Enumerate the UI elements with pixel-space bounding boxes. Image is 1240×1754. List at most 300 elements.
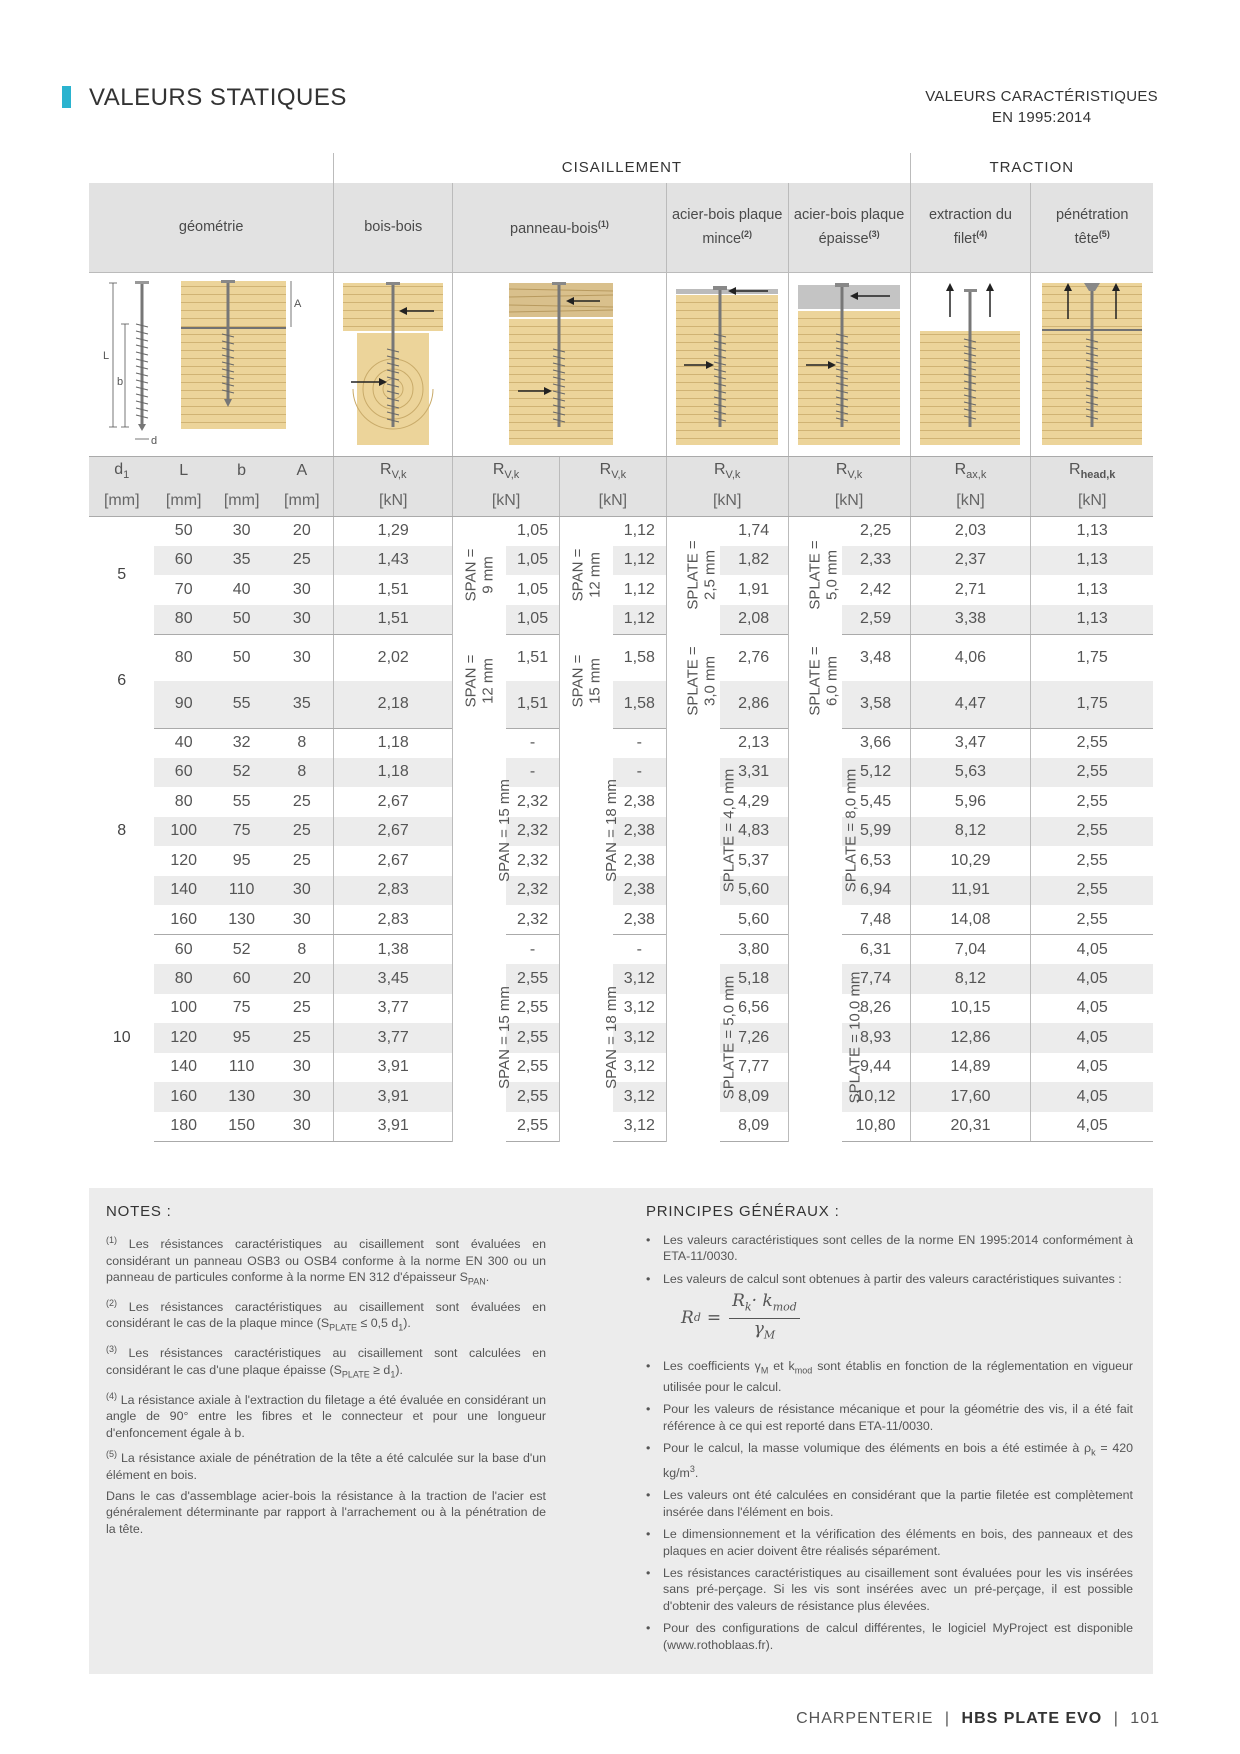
cell-rvk: 3,80 (738, 940, 770, 958)
cell-A: 8 (297, 940, 307, 958)
cell-b: 35 (213, 546, 270, 576)
cell-rvk: 10,80 (842, 1112, 911, 1142)
unit-epaisse: [kN] (788, 486, 910, 516)
cell-L: 120 (170, 851, 198, 869)
sym-rvk-bois: $R_{V,k}$ (334, 456, 453, 486)
note-1: $^{(1)}$ Les résistances caractéristiques au cisaillement sont évaluées en considérant un panneau OSB3 ou OSB4 conforme à la norme EN 300 ou un panneau de particules conforme à la norme EN 312 d'épaisseur $S_{PAN}$. (106, 1235, 547, 1287)
cell-rheadk: 1,13 (1031, 605, 1153, 635)
cell-rvk: 1,51 (516, 648, 549, 666)
cell-rvk-bois: 2,83 (334, 905, 453, 935)
principle-5: • Pour le calcul, la masse volumique des éléments en bois a été estimée à $\rho_k = 420$ $kg/m^3$. (646, 1440, 1133, 1481)
cell-rvk: 1,05 (506, 605, 559, 635)
cell-rvk: 5,60 (720, 905, 789, 935)
span-label: SPAN = 18 mm (602, 985, 620, 1089)
cell-A: 25 (270, 1023, 333, 1053)
note-5: $^{(5)}$ La résistance axiale de pénétration de la tête a été calculée sur la base d'un élément en bois. (106, 1448, 546, 1482)
cell-L: 100 (154, 817, 212, 847)
cell-rvk: 10,12 (842, 1082, 911, 1112)
principle-3: • Les coefficients $\gamma_M$ et $k_{mod}$ sont établis en fonction de la réglementation en vigueur utilisée pour le calcul. (646, 1358, 1133, 1395)
cell-rvk: 1,12 (613, 546, 666, 576)
diagram-row (89, 272, 1153, 456)
cell-A: 25 (292, 851, 311, 869)
cell-rvk-bois: 2,67 (334, 846, 453, 876)
table-row (89, 605, 1153, 635)
cell-rvk: 5,60 (720, 876, 789, 906)
notes-title: NOTES : (106, 1203, 172, 1220)
cell-rvk: 4,83 (720, 817, 789, 847)
cell-rvk: 3,31 (720, 758, 789, 788)
cell-rvk: 2,38 (613, 905, 666, 935)
cell-A: 30 (270, 605, 333, 635)
span-label: SPLATE = 3,0 mm (684, 645, 719, 716)
principle-8: • Les résistances caractéristiques au cisaillement sont évaluées pour les vis insérées sans pré-perçage. Si les vis sont insérées avec un pré-perçage, il est possible d'obtenir des valeurs de résistance plus élevées. (646, 1565, 1133, 1614)
cell-rvk: 1,58 (623, 648, 655, 666)
cell-b: 75 (232, 999, 251, 1017)
principle-9: • Pour des configurations de calcul différentes, le logiciel MyProject est disponible (www.rothoblaas.fr). (646, 1620, 1133, 1653)
cell-raxk: 11,91 (910, 876, 1031, 906)
cell-rheadk: 2,55 (1031, 905, 1153, 935)
cell-rheadk: 2,55 (1031, 758, 1153, 788)
cell-rvk: 1,05 (516, 580, 549, 598)
span-cell (788, 935, 864, 1142)
cell-raxk: 8,12 (910, 964, 1031, 994)
span-label: SPLATE = 2,5 mm (684, 540, 719, 610)
cell-rvk: 1,12 (613, 605, 666, 635)
span-cell (666, 516, 719, 634)
cell-raxk: 5,96 (910, 787, 1031, 817)
cell-rvk: 3,12 (613, 964, 666, 994)
cell-rvk: 3,12 (613, 1112, 666, 1142)
span-label: SPAN = 12 mm (462, 654, 497, 707)
cell-A: 25 (292, 792, 311, 810)
cell-raxk: 5,63 (910, 758, 1031, 788)
table-row (89, 1053, 1153, 1083)
cell-raxk: 3,47 (910, 728, 1031, 758)
span-label: SPLATE = 5,0 mm (720, 975, 738, 1100)
cell-L: 80 (174, 792, 193, 810)
cell-rvk: - (613, 758, 666, 788)
table-body (89, 516, 1153, 1141)
design-formula: R d = $\frac{R_k\cdot k_{mod}}{\gamma_M}$ (681, 1293, 1133, 1344)
header-subtitle-line1: VALEURS CARACTÉRISTIQUES (925, 88, 1158, 105)
cell-rheadk: 1,13 (1031, 546, 1153, 576)
cell-b: 60 (213, 964, 270, 994)
table-row (89, 1112, 1153, 1142)
cell-rvk-bois: 1,38 (334, 935, 453, 965)
unit-mince: [kN] (666, 486, 788, 516)
cell-rvk: 2,55 (506, 1112, 559, 1142)
cell-rvk: 2,32 (506, 876, 559, 906)
table-row (89, 546, 1153, 576)
principle-4: • Pour les valeurs de résistance mécanique et pour la géométrie des vis, il a été fait référence à ce qui est reporté dans ETA-11/0030. (646, 1401, 1133, 1434)
cell-rvk: 3,12 (623, 999, 655, 1017)
table-row (89, 634, 1153, 681)
diagram-acier-mince (666, 272, 788, 456)
cell-L: 160 (154, 1082, 212, 1112)
cell-A: 25 (292, 999, 311, 1017)
cell-rvk: 5,37 (738, 851, 770, 869)
cell-raxk: 2,03 (910, 516, 1031, 546)
span-cell (788, 516, 841, 634)
cell-b: 110 (213, 876, 270, 906)
diagram-geometry (89, 272, 334, 456)
cell-rvk-bois: 2,67 (334, 787, 453, 817)
cell-rheadk: 4,05 (1031, 994, 1153, 1024)
cell-rvk-bois: 1,18 (334, 758, 453, 788)
cell-b: 95 (213, 1023, 270, 1053)
diameter-cell: 5 (117, 566, 127, 584)
cell-rheadk: 4,05 (1031, 1082, 1153, 1112)
table-row (89, 846, 1153, 876)
cell-raxk: 7,04 (910, 935, 1031, 965)
cell-rvk: - (529, 940, 536, 958)
cell-L: 70 (174, 580, 193, 598)
col-acier-mince: acier-bois plaque mince$^{(2)}$ (666, 182, 788, 272)
principles-title: PRINCIPES GÉNÉRAUX : (646, 1203, 840, 1220)
cell-rheadk: 1,75 (1031, 681, 1153, 728)
cell-L: 80 (154, 964, 212, 994)
cell-b: 95 (232, 851, 251, 869)
span-label: SPAN = 15 mm (496, 779, 514, 883)
cell-raxk: 8,12 (910, 817, 1031, 847)
cell-rvk: 2,33 (842, 546, 911, 576)
cell-rvk: 1,05 (516, 522, 549, 539)
diagram-extraction (910, 272, 1031, 456)
svg-text:A: A (294, 298, 302, 310)
table-row (89, 681, 1153, 728)
cell-rvk: 3,12 (613, 1082, 666, 1112)
cell-rvk: 6,94 (842, 876, 911, 906)
cell-rvk: 2,38 (613, 876, 666, 906)
cell-b: 75 (213, 817, 270, 847)
page-footer (796, 1710, 1160, 1728)
span-cell (788, 728, 859, 935)
table-row (89, 1082, 1153, 1112)
cell-raxk: 10,29 (910, 846, 1031, 876)
cell-rvk: 2,55 (506, 1082, 559, 1112)
sym-L: L (154, 456, 212, 486)
cell-rvk-bois: 1,51 (334, 575, 453, 605)
cell-b: 50 (213, 605, 270, 635)
diameter-cell: 6 (117, 672, 127, 689)
cell-rvk: 3,12 (623, 1058, 655, 1076)
table-row (89, 1023, 1153, 1053)
cell-rvk: 2,32 (506, 817, 559, 847)
principle-1: • Les valeurs caractéristiques sont celles de la norme EN 1995:2014 conformément à ETA-11/0030. (646, 1232, 1133, 1265)
cell-b: 40 (232, 580, 251, 598)
cell-rvk: 7,74 (842, 964, 911, 994)
static-values-table (89, 153, 1153, 1142)
table-row (89, 994, 1153, 1024)
span-label: SPLATE = 6,0 mm (806, 645, 841, 716)
cell-b: 30 (232, 522, 251, 539)
cell-rheadk: 1,13 (1031, 516, 1153, 546)
span-cell (666, 935, 738, 1142)
span-cell (453, 728, 514, 935)
cell-rvk-bois: 1,29 (334, 516, 453, 546)
span-label: SPLATE = 5,0 mm (806, 540, 841, 610)
sym-A: A (270, 456, 333, 486)
cell-rvk: 2,38 (623, 792, 655, 810)
cell-A: 35 (270, 681, 333, 728)
cell-L: 100 (170, 999, 198, 1017)
cell-rvk: 1,58 (613, 681, 666, 728)
span-label: SPAN = 15 mm (496, 985, 514, 1089)
cell-rvk: 8,09 (720, 1082, 789, 1112)
symbol-row (89, 456, 1153, 486)
page-title: VALEURS STATIQUES (89, 84, 347, 111)
diameter-cell: 8 (117, 822, 127, 840)
cell-rvk: 1,12 (623, 522, 655, 539)
cell-A: 30 (292, 648, 311, 666)
cell-rheadk: 2,55 (1031, 846, 1153, 876)
cell-rvk: 7,48 (842, 905, 911, 935)
cell-L: 80 (154, 605, 212, 635)
svg-text:b: b (117, 376, 124, 388)
cell-rheadk: 4,05 (1031, 1053, 1153, 1083)
cell-rvk-bois: 1,51 (334, 605, 453, 635)
cell-rheadk: 4,05 (1031, 964, 1153, 994)
cell-b: 130 (213, 1082, 270, 1112)
cell-rheadk: 2,55 (1031, 876, 1153, 906)
span-cell (559, 516, 612, 634)
span-cell (666, 634, 719, 728)
cell-L: 140 (170, 1058, 198, 1076)
footer-product: HBS PLATE EVO (961, 1710, 1103, 1727)
col-geometry: géométrie (89, 182, 334, 272)
span-cell (666, 728, 738, 935)
cell-rvk: - (529, 734, 536, 751)
cell-rvk-bois: 1,18 (334, 728, 453, 758)
cell-rvk-bois: 3,91 (334, 1112, 453, 1142)
span-label: SPAN = 15 mm (569, 654, 604, 707)
cell-A: 30 (292, 580, 311, 598)
cell-rvk-bois: 2,83 (334, 876, 453, 906)
cell-rvk: 2,42 (859, 580, 892, 598)
cell-L: 80 (174, 648, 193, 666)
cell-A: 30 (292, 1058, 311, 1076)
sym-rvk-epaisse: $R_{V,k}$ (788, 456, 910, 486)
cell-rvk-bois: 3,45 (334, 964, 453, 994)
cell-rvk: 1,91 (738, 580, 770, 598)
table-row (89, 935, 1153, 965)
header-subtitle (925, 86, 1158, 128)
span-label: SPLATE = 4,0 mm (720, 768, 738, 893)
cell-raxk: 4,06 (910, 634, 1031, 681)
cell-b: 32 (232, 734, 251, 751)
cell-L: 60 (154, 758, 212, 788)
cell-b: 110 (228, 1058, 255, 1076)
note-3: $^{(3)}$ Les résistances caractéristiques au cisaillement sont calculées en considérant le cas d'une plaque épaisse $(S_{PLATE} \ge d_1)$. (106, 1344, 546, 1380)
section-accent-bar (62, 86, 71, 108)
cell-rheadk: 4,05 (1031, 1112, 1153, 1142)
cell-rvk-bois: 1,43 (334, 546, 453, 576)
cell-rvk: 2,55 (516, 999, 549, 1017)
sym-b: b (213, 456, 270, 486)
cell-rvk: 1,74 (738, 522, 770, 539)
span-cell (559, 728, 620, 935)
cell-L: 60 (174, 940, 193, 958)
cell-rvk: 8,26 (859, 999, 892, 1017)
cell-raxk: 2,37 (910, 546, 1031, 576)
unit-d1: [mm] (89, 486, 154, 516)
cell-rvk: - (636, 940, 642, 958)
sym-rvk-mince: $R_{V,k}$ (666, 456, 788, 486)
cell-rvk: 3,66 (859, 734, 892, 751)
principle-6: • Les valeurs ont été calculées en considérant que la partie filetée est complètement insérée dans l'élément en bois. (646, 1487, 1133, 1520)
cell-rheadk: 1,75 (1031, 634, 1153, 681)
cell-rheadk: 4,05 (1031, 1023, 1153, 1053)
cell-rvk: 4,29 (738, 792, 770, 810)
header-subtitle-line2: EN 1995:2014 (991, 109, 1092, 126)
cell-rvk: 1,82 (720, 546, 789, 576)
diagram-bois-bois (334, 272, 453, 456)
cell-rvk: 5,18 (720, 964, 789, 994)
unit-rhead: [kN] (1031, 486, 1153, 516)
cell-rvk-bois: 3,77 (334, 994, 453, 1024)
cell-rheadk: 2,55 (1031, 817, 1153, 847)
col-panneau-bois: panneau-bois$^{(1)}$ (453, 182, 667, 272)
cell-L: 120 (154, 1023, 212, 1053)
table-row (89, 964, 1153, 994)
note-6: Dans le cas d'assemblage acier-bois la résistance à la traction de l'acier est généralement déterminante par rapport à l'arrachement ou à la pénétration de la tête. (106, 1488, 546, 1536)
sym-rvk-pan1: $R_{V,k}$ (453, 456, 560, 486)
column-label-row (89, 182, 1153, 272)
cell-rvk-bois: 2,18 (334, 681, 453, 728)
cell-rvk: 7,26 (720, 1023, 789, 1053)
col-acier-epaisse: acier-bois plaque épaisse$^{(3)}$ (788, 182, 910, 272)
unit-L: [mm] (154, 486, 212, 516)
cell-raxk: 12,86 (910, 1023, 1031, 1053)
cell-rvk: 8,09 (720, 1112, 789, 1142)
cell-rvk: 3,58 (842, 681, 911, 728)
cell-b: 55 (232, 792, 251, 810)
cell-rvk: 1,05 (506, 546, 559, 576)
span-cell (559, 935, 620, 1142)
unit-row (89, 486, 1153, 516)
cell-rvk: 5,99 (842, 817, 911, 847)
cell-b: 50 (232, 648, 251, 666)
cell-rvk: 2,13 (738, 734, 770, 751)
cell-b: 52 (232, 940, 251, 958)
cell-rvk: 2,32 (516, 851, 549, 869)
cell-rvk: - (506, 758, 559, 788)
cell-A: 30 (270, 876, 333, 906)
cell-rvk: 2,32 (506, 905, 559, 935)
note-4: $^{(4)}$ La résistance axiale à l'extraction du filetage a été évaluée en considérant un angle de 90° entre les fibres et le connecteur et pour une longueur d'enfoncement égale à b. (106, 1390, 547, 1440)
notes-column (106, 1232, 546, 1542)
cell-rvk: 2,59 (842, 605, 911, 635)
cell-b: 55 (213, 681, 270, 728)
table-row (89, 516, 1153, 546)
cell-rvk: 2,76 (738, 648, 770, 666)
cell-A: 30 (270, 905, 333, 935)
span-cell (559, 634, 612, 728)
cell-rvk-bois: 3,77 (334, 1023, 453, 1053)
table-row (89, 905, 1153, 935)
cell-rvk: 2,08 (720, 605, 789, 635)
unit-pan1: [kN] (453, 486, 560, 516)
span-label: SPLATE = 8,0 mm (841, 768, 859, 893)
cell-rvk-bois: 2,02 (334, 634, 453, 681)
cell-rvk: 2,86 (720, 681, 789, 728)
cell-rvk: 7,77 (738, 1058, 770, 1076)
cell-rvk: 2,32 (516, 792, 549, 810)
cell-rvk: 2,25 (859, 522, 892, 539)
diagram-panneau-bois (453, 272, 667, 456)
cell-rvk-bois: 2,67 (334, 817, 453, 847)
table-row (89, 876, 1153, 906)
sym-rheadk: $R_{head,k}$ (1031, 456, 1153, 486)
page-number: 101 (1130, 1710, 1160, 1727)
cell-L: 50 (174, 522, 193, 539)
cell-rvk: 3,12 (613, 1023, 666, 1053)
cell-L: 60 (154, 546, 212, 576)
cell-L: 40 (174, 734, 193, 751)
cell-L: 140 (154, 876, 212, 906)
cell-rvk: - (636, 734, 642, 751)
cell-raxk: 3,38 (910, 605, 1031, 635)
note-2: $^{(2)}$ Les résistances caractéristiques au cisaillement sont évaluées en considérant le cas de la plaque mince ($S_{PLATE} \le 0,5$ $d_1$). (106, 1297, 547, 1333)
cell-rvk: 3,48 (859, 648, 892, 666)
cell-raxk: 2,71 (910, 575, 1031, 605)
cell-L: 160 (154, 905, 212, 935)
span-cell (453, 935, 514, 1142)
cell-raxk: 14,08 (910, 905, 1031, 935)
col-extraction: extraction du filet$^{(4)}$ (910, 182, 1031, 272)
svg-text:d: d (151, 435, 158, 447)
diagram-acier-epaisse (788, 272, 910, 456)
span-cell (453, 516, 506, 634)
cell-b: 130 (213, 905, 270, 935)
cell-rvk: 2,55 (516, 1058, 549, 1076)
cell-rvk-bois: 3,91 (334, 1053, 453, 1083)
sym-raxk: $R_{ax,k}$ (910, 456, 1031, 486)
col-penetration: pénétration tête$^{(5)}$ (1031, 182, 1153, 272)
table-row (89, 817, 1153, 847)
table-row (89, 728, 1153, 758)
cell-b: 150 (213, 1112, 270, 1142)
cell-A: 8 (270, 758, 333, 788)
span-cell (788, 634, 841, 728)
diameter-cell: 10 (112, 1028, 131, 1046)
cell-rvk: 5,45 (859, 792, 892, 810)
svg-text:L: L (103, 350, 110, 362)
group-traction: TRACTION (910, 153, 1153, 182)
principles-column (646, 1232, 1133, 1659)
diagram-penetration (1031, 272, 1153, 456)
notes-panel (89, 1188, 1153, 1674)
footer-sep: | (944, 1710, 951, 1727)
cell-b: 52 (213, 758, 270, 788)
col-bois-bois: bois-bois (334, 182, 453, 272)
cell-A: 20 (292, 522, 311, 539)
cell-rvk: 6,31 (859, 940, 892, 958)
principle-2: • Les valeurs de calcul sont obtenues à partir des valeurs caractéristiques suivantes : R d = $\frac{R_k\cdot k_{mod}}{\gamma_M}$ (646, 1271, 1133, 1344)
cell-A: 25 (270, 546, 333, 576)
cell-rvk: 5,12 (842, 758, 911, 788)
group-header-row (89, 153, 1153, 182)
cell-A: 20 (270, 964, 333, 994)
cell-raxk: 10,15 (910, 994, 1031, 1024)
cell-rvk: 9,44 (859, 1058, 892, 1076)
cell-rvk: 2,38 (623, 851, 655, 869)
cell-raxk: 4,47 (910, 681, 1031, 728)
unit-A: [mm] (270, 486, 333, 516)
cell-raxk: 20,31 (910, 1112, 1031, 1142)
unit-pan2: [kN] (559, 486, 666, 516)
cell-rheadk: 1,13 (1031, 575, 1153, 605)
